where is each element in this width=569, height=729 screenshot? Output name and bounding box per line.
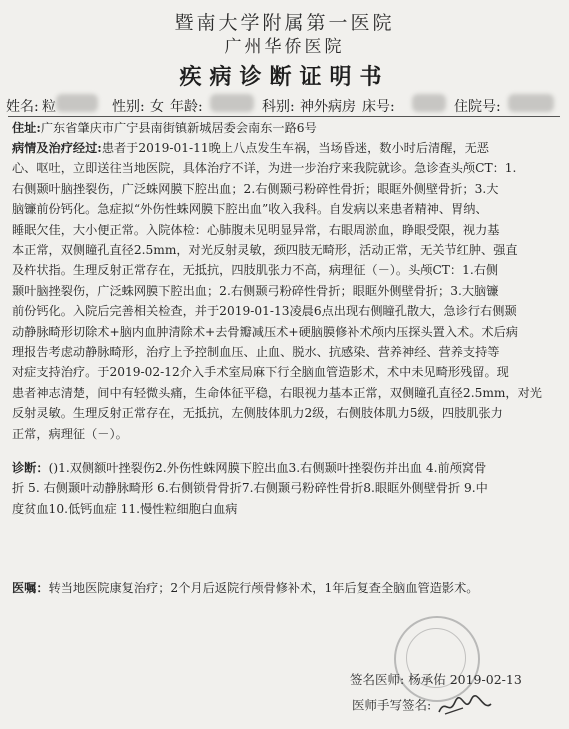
history-line: 前份钙化。入院后完善相关检查，并于2019-01-13凌晨6点出现右侧瞳孔散大，急诊行右侧颞 [12,304,517,319]
advice-label: 医嘱： [12,581,49,595]
history-line: 反射灵敏。生理反射正常存在，无抵抗，左侧肢体肌力2级，右侧肢体肌力5级，四肢肌张力 [12,406,503,421]
hospital-seal-stamp [394,616,480,702]
signing-date: 2019-02-13 [449,672,522,687]
history-line: 理报告考虑动静脉畸形，治疗上予控制血压、止血、脱水、抗感染、营养神经、营养支持等 [12,345,500,360]
diagnosis-section [12,458,556,519]
history-line: 病情及治疗经过:患者于2019-01-11晚上八点发生车祸，当场昏迷，数小时后清醒，无恶 [12,141,489,155]
history-label: 病情及治疗经过: [12,141,102,155]
history-line: 心、呕吐，立即送往当地医院，具体治疗不详，为进一步治疗来我院就诊。急诊查头颅CT：1. [12,161,517,176]
bed-redaction [412,94,446,112]
hospital-name: 暨南大学附属第一医院 [174,12,395,34]
age-label: 年龄: [170,99,203,115]
history-line: 本正常，双侧瞳孔直径2.5mm，对光反射灵敏，颈四肢无畸形，活动正常，无关节红肿、强直 [12,243,518,258]
diagnosis-line: 诊断：()1.双侧额叶挫裂伤2.外伤性蛛网膜下腔出血3.右侧颞叶挫裂伤并出血 4.前颅窝骨 [12,461,487,475]
history-line: 颞叶脑挫裂伤，广泛蛛网膜下腔出血；2.右侧颞弓粉碎性骨折；眼眶外侧壁骨折；3.大脑镰 [12,283,499,298]
signing-doctor-name: 杨承佑 [408,672,446,687]
history-line: 对症支持治疗。于2019-02-12介入手术室局麻下行全脑血管造影术，术中未见畸形残留。现 [12,365,509,380]
header-divider [8,116,560,117]
hospital-alias: 广州华侨医院 [224,37,345,57]
history-line: 右侧颞叶脑挫裂伤，广泛蛛网膜下腔出血；2.右侧颞弓粉碎性骨折；眼眶外侧壁骨折；3.大 [12,181,499,196]
inpatient-redaction [508,94,554,112]
history-line: 及杵状指。生理反射正常存在，无抵抗，四肢肌张力不高，病理征（－）。头颅CT：1.右侧 [12,263,499,278]
name-label: 姓名: [6,99,39,115]
age-redaction [210,94,254,112]
history-line: 动静脉畸形切除术+脑内血肿清除术+去骨瓣减压术+硬脑膜修补术颅内压探头置入术。术后病 [12,324,518,339]
address-value: 广东省肇庆市广宁县南街镇新城居委会南东一路6号 [40,121,317,135]
address-line [12,118,556,138]
signing-doctor-label: 签名医师: [350,672,405,687]
signing-doctor-line [350,670,522,688]
name-redaction [56,94,98,112]
handwritten-signature-line [352,694,495,718]
diagnosis-label: 诊断： [12,461,49,475]
name-value: 粒 [42,99,56,115]
sex-value: 女 [150,99,164,115]
dept-value: 神外病房 [300,99,356,115]
handwritten-signature-label: 医师手写签名: [352,697,432,713]
history-line: 正常，病理征（－）。 [12,426,128,441]
bed-label: 床号: [362,99,395,115]
advice-line: 医嘱：转当地医院康复治疗；2个月后返院行颅骨修补术，1年后复查全脑血管造影术。 [12,581,479,595]
dept-label: 科别: [262,99,295,115]
history-line: 脑镰前份钙化。急症拟“外伤性蛛网膜下腔出血”收入我科。自发病以来患者精神、胃纳、 [12,202,488,217]
address-label: 住址: [12,121,41,135]
advice-section [12,578,556,598]
handwritten-signature-mark [435,694,495,718]
history-line: 睡眠欠佳，大小便正常。入院体检：心肺腹未见明显异常，右眼周淤血，睁眼受限，视力基 [12,222,500,237]
history-section [12,138,556,444]
sex-label: 性别: [112,99,145,115]
diagnosis-line: 度贫血10.低钙血症 11.慢性粒细胞白血病 [12,501,238,516]
diagnosis-line: 折 5. 右侧颞叶动静脉畸形 6.右侧锁骨骨折7.右侧颞弓粉碎性骨折8.眼眶外侧壁骨折 9.中 [12,481,488,496]
document-title: 疾病诊断证明书 [179,64,390,90]
inpatient-label: 住院号: [454,99,501,115]
history-line: 患者神志清楚，间中有轻微头痛，生命体征平稳，右眼视力基本正常，双侧瞳孔直径2.5mm，对光 [12,385,542,400]
